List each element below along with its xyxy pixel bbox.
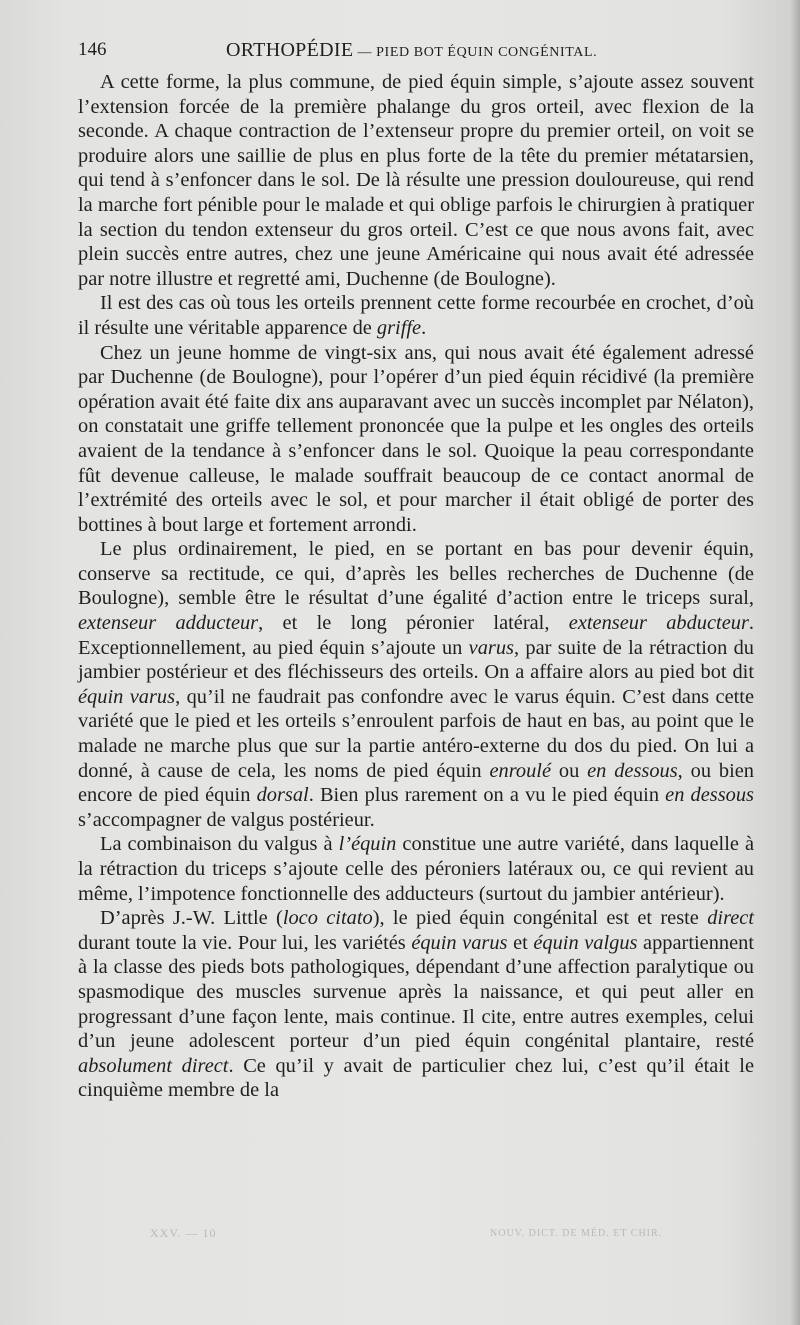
text-run: . Ce qu’il y avait de particulier chez lui, c’est qu’il était le cinquième membre de la [78, 1054, 754, 1102]
text-run: , ou bien encore de pied équin [78, 759, 754, 807]
italic-term: l’équin [338, 833, 397, 856]
italic-term: en dessous [587, 759, 678, 782]
paragraph [78, 291, 754, 340]
text-run: La combinaison du valgus à [100, 833, 339, 856]
text-run: constitue une autre variété, dans laquelle à la rétraction du triceps s’ajoute celle des péroniers latéraux ou, ce qui revient au même, l’impotence fonctionnelle des adducteurs (surtout du jambier antérieur). [78, 833, 755, 905]
paragraph [78, 537, 754, 832]
italic-term: en dessous [665, 784, 754, 807]
italic-term: équin varus [411, 931, 508, 954]
text-run: s’accompagner de valgus postérieur. [78, 808, 375, 831]
text-run: ou [551, 759, 588, 782]
text-run: . Bien plus rarement on a vu le pied équin [308, 784, 666, 807]
text-run: appartiennent à la classe des pieds bots pathologiques, dépendant d’une affection paralytique ou spasmodique des muscles survenue après la naissance, et qui peut aller en progressant d’une façon lente, mais continue. Il cite, entre autres exemples, celui d’un jeune adolescent porteur d’un pied équin congénital plantaire, resté [78, 931, 754, 1053]
italic-term: loco citato [282, 907, 373, 930]
body-text [78, 70, 754, 1103]
text-run: D’après J.-W. Little ( [100, 907, 283, 930]
text-run: , par suite de la rétraction du jambier postérieur et des fléchisseurs des orteils. On a affaire alors au pied bot dit [78, 636, 755, 684]
text-run: durant toute la vie. Pour lui, les variétés [78, 931, 412, 954]
italic-term: équin valgus [533, 931, 638, 954]
running-title-sub: PIED BOT ÉQUIN CONGÉNITAL. [376, 45, 598, 60]
page-number: 146 [78, 39, 107, 60]
paragraph [78, 906, 754, 1103]
italic-term: absolument direct [78, 1054, 229, 1077]
italic-term: enroulé [489, 759, 552, 782]
signature-mark: XXV. — 10 [150, 1226, 217, 1240]
italic-term: direct [707, 907, 755, 930]
paragraph [78, 70, 754, 291]
text-run: A cette forme, la plus commune, de pied équin simple, s’ajoute assez souvent l’extension forcée de la première phalange du gros orteil, avec flexion de la seconde. A chaque contraction de l’extenseur propre du premier orteil, on voit se produire alors une saillie de plus en plus forte de la tête du premier métatarsien, qui tend à s’enfoncer dans le sol. De là résulte une pression douloureuse, qui rend la marche fort pénible pour le malade et qui oblige parfois le chirurgien à pratiquer la section du tendon extenseur du gros orteil. C’est ce que nous avons fait, avec plein succès entre autres, chez une jeune Américaine qui nous avait été adressée par notre illustre et regretté ami, Duchenne (de Boulogne). [78, 71, 754, 290]
italic-term: extenseur adducteur [78, 612, 259, 635]
italic-term: griffe [376, 316, 422, 339]
italic-term: varus [468, 636, 514, 659]
running-title-separator: — [353, 45, 377, 60]
page-edge-shadow [790, 0, 800, 1325]
text-run: Il est des cas où tous les orteils prennent cette forme recourbée en crochet, d’où il résulte une véritable apparence de [78, 292, 754, 339]
paragraph [78, 832, 754, 906]
text-run: et [507, 931, 534, 954]
running-header [78, 36, 758, 64]
text-run: . [421, 316, 427, 339]
italic-term: dorsal [256, 784, 309, 807]
text-run: ), le pied équin congénital est et reste [372, 907, 708, 930]
text-run: Chez un jeune homme de vingt-six ans, qui nous avait été également adressé par Duchenne (de Boulogne), pour l’opérer d’un pied équin récidivé (la première opération avait été faite dix ans auparavant avec un succès incomplet par Nélaton), on constatait une griffe tellement prononcée que la pulpe et les ongles des orteils avaient de la tendance à s’enfoncer dans le sol. Quoique la peau correspondante fût devenue calleuse, le malade souffrait beaucoup de ce contact anormal de l’extrémité des orteils avec le sol, et pour marcher il était obligé de porter des bottines à bout large et fortement arrondi. [78, 341, 754, 536]
text-run: , qu’il ne faudrait pas confondre avec le varus équin. C’est dans cette variété que le pied et les orteils s’enroulent parfois de haut en bas, au point que le malade ne marche plus que sur la partie antéro-externe du dos du pied. On lui a donné, à cause de cela, les noms de pied équin [78, 685, 754, 782]
source-line: NOUV. DICT. DE MÉD. ET CHIR. [490, 1228, 663, 1239]
bleed-through-footer [140, 1226, 760, 1246]
running-title [226, 36, 597, 67]
italic-term: extenseur abducteur [568, 612, 749, 635]
paragraph [78, 341, 754, 538]
italic-term: équin varus [78, 685, 176, 708]
text-run: Le plus ordinairement, le pied, en se portant en bas pour devenir équin, conserve sa rectitude, ce qui, d’après les belles recherches de Duchenne (de Boulogne), semble être le résultat d’une égalité d’action entre le triceps sural, [78, 538, 754, 610]
text-run: , et le long péronier latéral, [258, 612, 569, 635]
running-title-main: ORTHOPÉDIE [226, 39, 354, 61]
text-run: . Exceptionnellement, au pied équin s’ajoute un [78, 612, 754, 659]
